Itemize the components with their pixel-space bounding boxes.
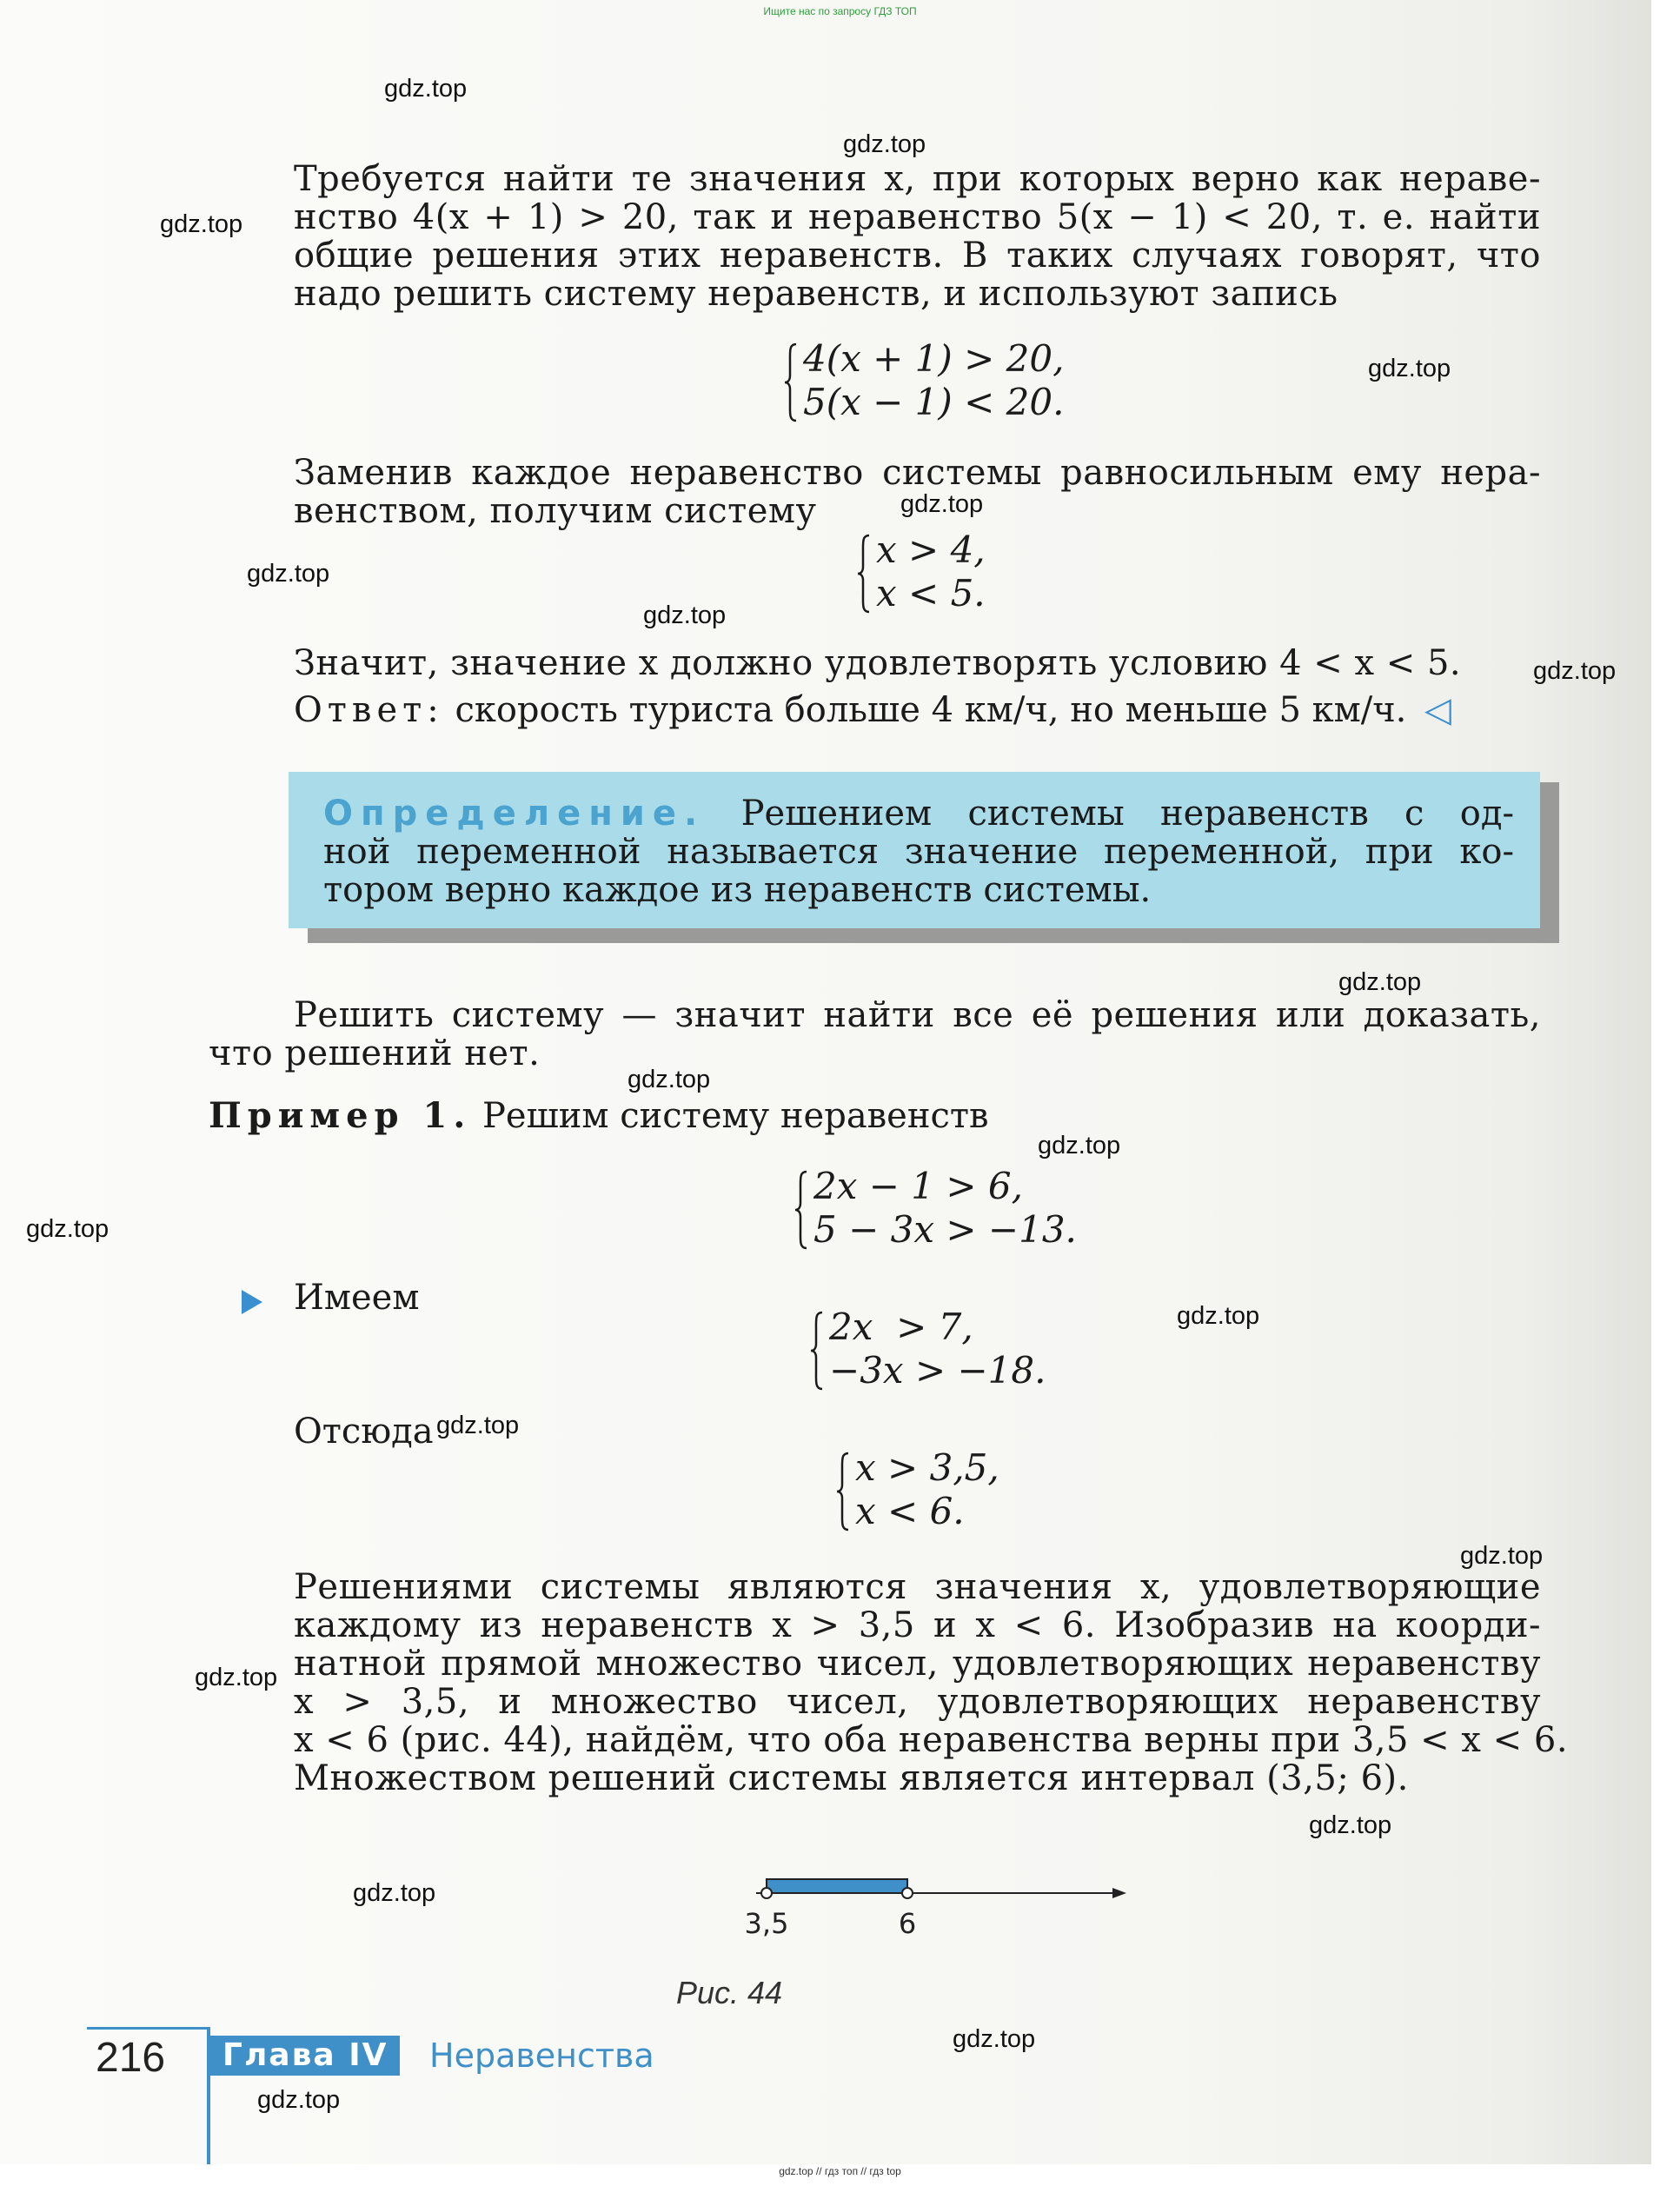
watermark: gdz.top <box>257 2086 341 2114</box>
definition-line: тором верно каждое из неравенств системы. <box>323 870 1152 910</box>
figure-caption: Рис. 44 <box>676 1975 783 2010</box>
watermark: gdz.top <box>436 1412 520 1439</box>
page-number: 216 <box>96 2035 166 2081</box>
definition-line: ной переменной называется значение переменной, при ко- <box>323 832 1514 872</box>
intro-paragraph <box>294 160 1541 313</box>
top-banner[interactable]: Ищите нас по запросу ГДЗ ТОП <box>763 5 917 17</box>
solution-interval <box>767 1879 907 1893</box>
watermark: gdz.top <box>195 1664 278 1691</box>
text-line: x < 6 (рис. 44), найдём, что оба неравенства верны при 3,5 < x < 6. <box>294 1720 1569 1760</box>
system-row: x > 4, <box>876 528 986 571</box>
text-line: Заменив каждое неравенство системы равносильным ему нера- <box>294 453 1541 493</box>
system-row: 2x − 1 > 6, <box>813 1165 1023 1207</box>
watermark: gdz.top <box>1368 355 1451 382</box>
watermark: gdz.top <box>1338 968 1422 996</box>
text-line: Множеством решений системы является интервал (3,5; 6). <box>294 1758 1409 1798</box>
watermark: gdz.top <box>247 560 330 588</box>
paragraph-solutions <box>294 1567 1569 1798</box>
definition-text <box>323 794 1514 909</box>
watermark: gdz.top <box>1038 1132 1121 1159</box>
footer-divider <box>87 2027 209 2030</box>
definition-keyword: Определение. <box>323 794 706 834</box>
example-label: Пример 1. <box>209 1095 472 1136</box>
text-line: венством, получим систему <box>294 491 817 531</box>
watermark: gdz.top <box>160 210 243 238</box>
inequality-system-2 <box>857 528 986 615</box>
watermark: gdz.top <box>26 1215 110 1243</box>
watermark: gdz.top <box>1177 1302 1260 1330</box>
text-line: Решить систему — значит найти все её решения или доказать, <box>294 995 1541 1035</box>
open-point-a <box>761 1888 772 1898</box>
tick-label-a: 3,5 <box>744 1907 789 1938</box>
system-row: −3x > −18. <box>829 1349 1046 1392</box>
text-line: Требуется найти те значения x, при которых верно как нераве- <box>294 159 1541 199</box>
watermark: gdz.top <box>384 75 468 103</box>
system-row: x < 5. <box>876 572 986 615</box>
axis-arrow-icon <box>1112 1888 1126 1898</box>
watermark: gdz.top <box>1460 1542 1544 1570</box>
number-line-figure <box>730 1843 1130 1938</box>
text-line: Решениями системы являются значения x, удовлетворяющие <box>294 1567 1541 1607</box>
play-marker-icon <box>242 1290 262 1314</box>
system-row: x < 6. <box>855 1490 965 1532</box>
inequality-system-5 <box>836 1446 999 1533</box>
watermark: gdz.top <box>643 601 727 629</box>
watermark: gdz.top <box>628 1066 711 1093</box>
watermark: gdz.top <box>1533 657 1617 685</box>
paragraph-solve <box>209 996 1541 1073</box>
value-condition: Значит, значение x должно удовлетворять условию 4 < x < 5. <box>294 643 1462 683</box>
inequality-system-3 <box>794 1165 1077 1252</box>
inequality-system-4 <box>810 1306 1046 1392</box>
text-line: надо решить систему неравенств, и используют запись <box>294 274 1338 314</box>
watermark: gdz.top <box>353 1879 436 1907</box>
answer-text: скорость туриста больше 4 км/ч, но меньше 5 км/ч. <box>455 690 1407 730</box>
text-line: x > 3,5, и множество чисел, удовлетворяющих неравенству <box>294 1682 1541 1722</box>
hence-label: Отсюда <box>294 1412 434 1452</box>
watermark: gdz.top <box>953 2025 1036 2053</box>
chapter-badge: Глава IV <box>210 2036 400 2076</box>
system-row: 5 − 3x > −13. <box>813 1208 1077 1251</box>
system-row: 2x > 7, <box>829 1306 973 1348</box>
watermark: gdz.top <box>900 490 984 518</box>
open-point-b <box>902 1888 913 1898</box>
watermark: gdz.top <box>1309 1811 1392 1839</box>
text-line: натной прямой множество чисел, удовлетворяющих неравенству <box>294 1644 1541 1684</box>
text-line: каждому из неравенств x > 3,5 и x < 6. Изобразив на коорди- <box>294 1605 1541 1645</box>
text-line: что решений нет. <box>209 1033 541 1073</box>
example-text: Решим систему неравенств <box>481 1096 989 1136</box>
inequality-system-1 <box>784 337 1064 424</box>
bottom-banner[interactable]: gdz.top // гдз топ // гдз top <box>779 2165 901 2177</box>
definition-line: Определение. Решением системы неравенств с од- <box>323 794 1514 834</box>
answer-line <box>294 690 1451 730</box>
text-line: нство 4(x + 1) > 20, так и неравенство 5(x − 1) < 20, т. е. найти <box>294 197 1541 237</box>
end-of-solution-icon: ◁ <box>1424 690 1451 730</box>
chapter-title: Неравенства <box>429 2037 654 2075</box>
system-row: x > 3,5, <box>855 1446 999 1489</box>
system-row: 5(x − 1) < 20. <box>803 381 1065 423</box>
system-row: 4(x + 1) > 20, <box>803 337 1065 380</box>
tick-label-b: 6 <box>898 1907 917 1938</box>
answer-label: Ответ: <box>294 690 444 730</box>
have-label: Имеем <box>294 1278 420 1318</box>
watermark: gdz.top <box>843 130 926 158</box>
example-heading <box>209 1095 989 1136</box>
text-line: общие решения этих неравенств. В таких случаях говорят, что <box>294 236 1541 276</box>
